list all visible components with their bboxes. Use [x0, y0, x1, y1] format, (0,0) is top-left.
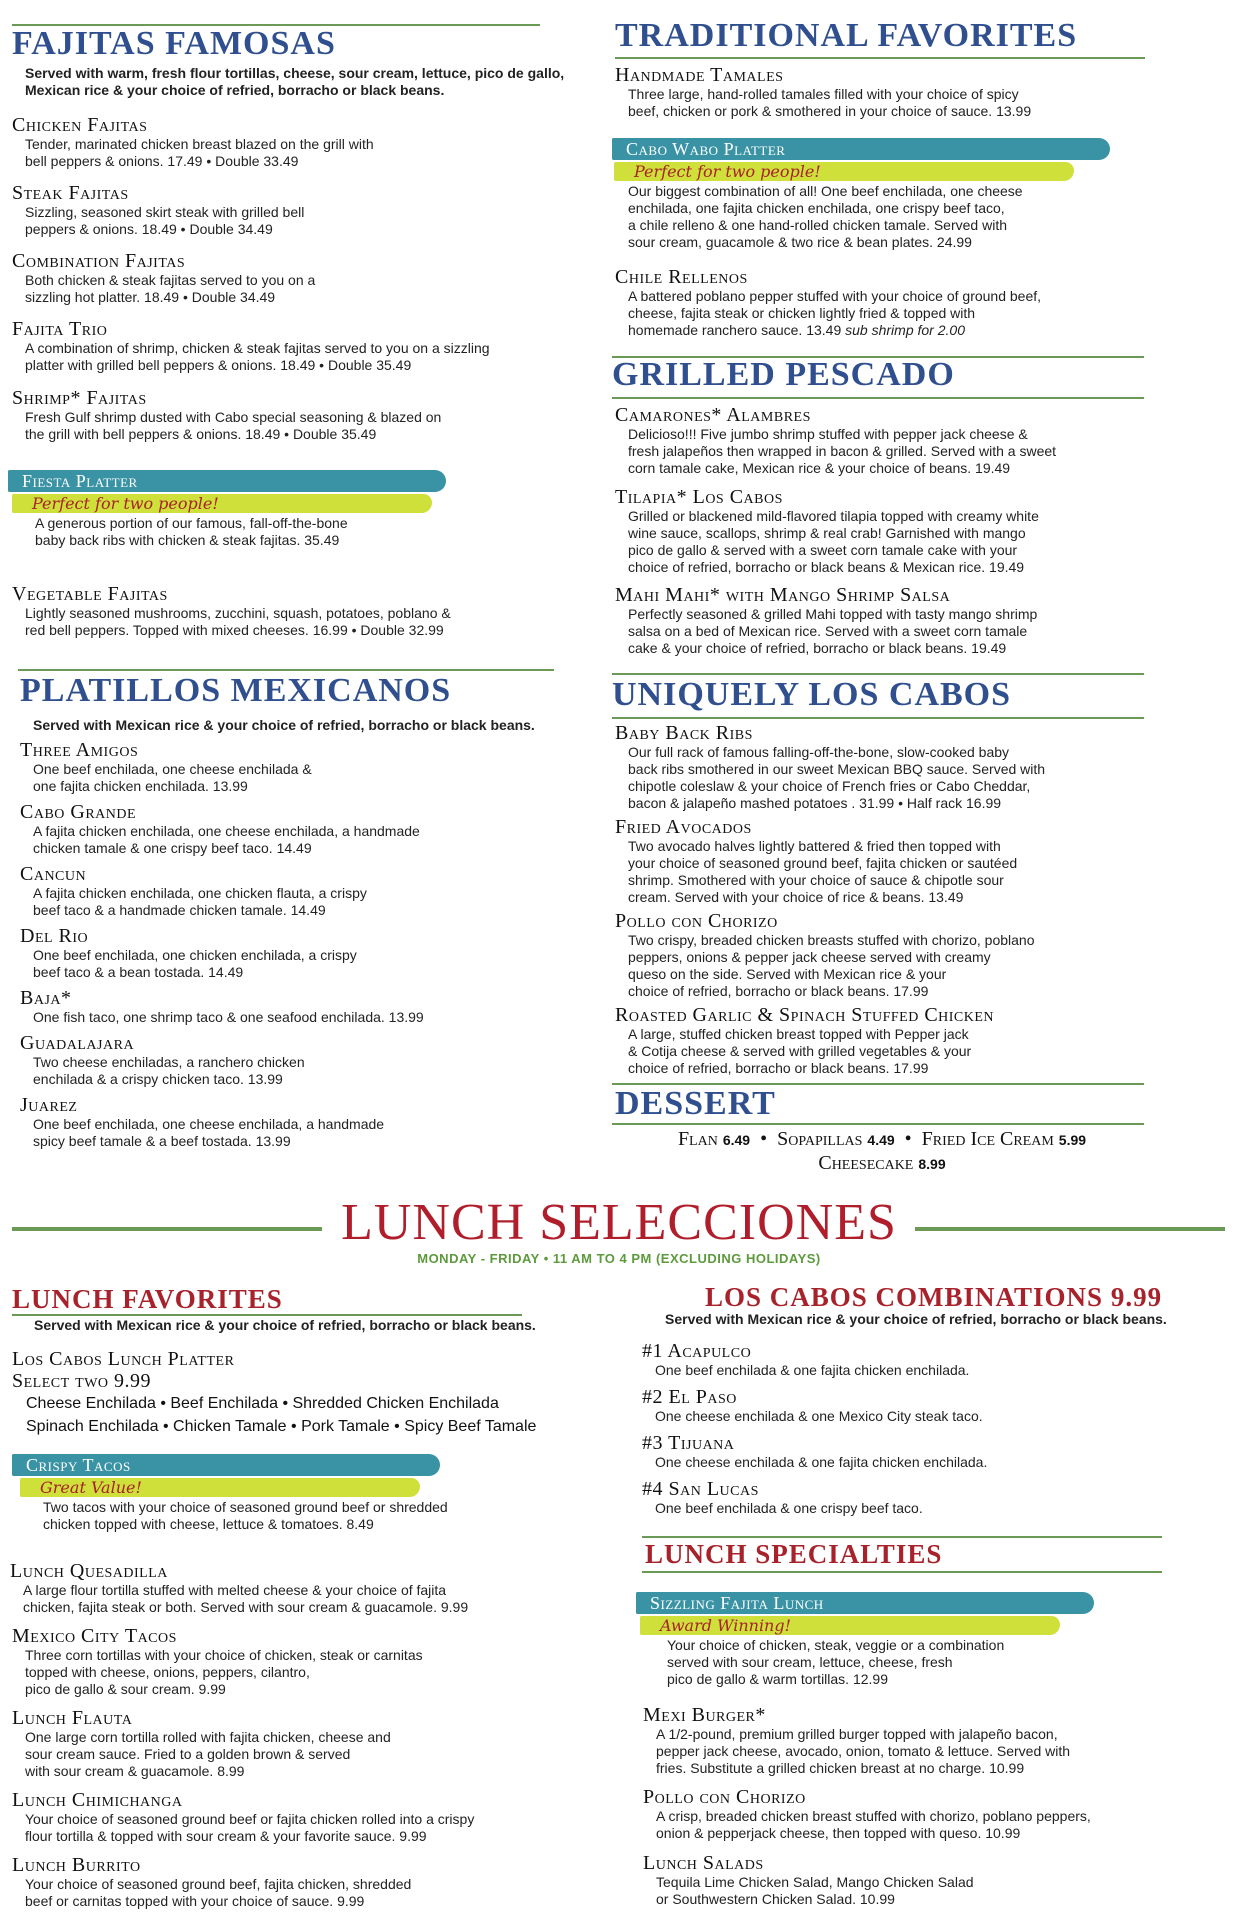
item-name: Guadalajara	[20, 1032, 135, 1054]
lunch-favorites-intro: Served with Mexican rice & your choice of refried, borracho or black beans.	[34, 1317, 536, 1333]
item-desc: Sizzling, seasoned skirt steak with grilled bell peppers & onions. 18.49 • Double 34.49	[25, 204, 305, 237]
specialties-section	[645, 1539, 1165, 1569]
fajitas-section	[12, 26, 582, 99]
item-desc: Perfectly seasoned & grilled Mahi topped with tasty mango shrimp salsa on a bed of Mexican rice. Served with a sweet corn tamale cake & your choice of refried, borracho or black beans. 19.49	[628, 606, 1038, 656]
menu-item	[20, 863, 590, 919]
combinations-section	[705, 1282, 1225, 1312]
item-desc: One large corn tortilla rolled with fajita chicken, cheese and sour cream sauce. Fried to a golden brown & served with sour cream & guacamole. 8.99	[25, 1729, 391, 1779]
traditional-title: TRADITIONAL FAVORITES	[615, 17, 1078, 54]
menu-item	[12, 318, 602, 374]
platter-options-2: Spinach Enchilada • Chicken Tamale • Pork Tamale • Spicy Beef Tamale	[26, 1418, 537, 1435]
item-desc: Two cheese enchiladas, a ranchero chicken enchilada & a crispy chicken taco. 13.99	[33, 1054, 305, 1087]
menu-item	[615, 910, 1230, 1000]
item-desc: Tequila Lime Chicken Salad, Mango Chicken Salad or Southwestern Chicken Salad. 10.99	[656, 1874, 974, 1907]
item-name: Mexico City Tacos	[12, 1625, 177, 1647]
pescado-section	[612, 357, 1212, 393]
item-desc: A 1/2-pound, premium grilled burger topped with jalapeño bacon, pepper jack cheese, avocado, onion, tomato & lettuce. Served with fries. Substitute a grilled chicken breast at no charge. 10.99	[656, 1726, 1071, 1776]
lunch-platter	[12, 1348, 622, 1438]
menu-item	[12, 250, 592, 306]
dessert-price: 5.99	[1058, 1132, 1087, 1148]
menu-item	[615, 722, 1230, 812]
item-name: Mexi Burger*	[643, 1704, 766, 1726]
item-name: Lunch Salads	[643, 1852, 764, 1874]
lunch-favorites-title: LUNCH FAVORITES	[12, 1284, 283, 1314]
dessert-items: Flan 6.49 • Sopapillas 4.49 • Fried Ice Cream 5.99 Cheesecake 8.99	[677, 1128, 1087, 1174]
item-name: #3 Tijuana	[642, 1432, 735, 1454]
item-desc: Three large, hand-rolled tamales filled with your choice of spicy beef, chicken or pork & smothered in your choice of sauce. 13.99	[628, 86, 1032, 119]
menu-item	[12, 114, 592, 170]
item-name: Mahi Mahi* with Mango Shrimp Salsa	[615, 584, 951, 606]
item-desc: Three corn tortillas with your choice of chicken, steak or carnitas topped with cheese, onions, peppers, cilantro, pico de gallo & sour cream. 9.99	[25, 1647, 423, 1697]
crispy-tacos-banner: Crispy Tacos	[12, 1454, 440, 1476]
menu-item	[12, 182, 592, 238]
menu-item	[642, 1478, 1222, 1517]
cabo-wabo-tag: Perfect for two people!	[614, 162, 1074, 181]
combinations-intro: Served with Mexican rice & your choice of refried, borracho or black beans.	[665, 1311, 1167, 1327]
menu-item	[615, 404, 1225, 477]
item-name: Chicken Fajitas	[12, 114, 148, 136]
menu-item	[642, 1432, 1222, 1471]
item-desc: A battered poblano pepper stuffed with your choice of ground beef, cheese, fajita steak or chicken lightly fried & topped with homemade ranchero sauce. 13.49	[628, 288, 1042, 338]
item-name: Pollo con Chorizo	[615, 910, 778, 932]
platter-select: Select two 9.99	[12, 1370, 152, 1392]
menu-item	[615, 486, 1225, 576]
menu-item	[20, 1032, 590, 1088]
menu-item	[12, 1789, 612, 1845]
lunch-favorites-section	[12, 1284, 592, 1314]
item-name: Del Rio	[20, 925, 89, 947]
item-desc: A large flour tortilla stuffed with melted cheese & your choice of fajita chicken, fajita steak or both. Served with sour cream & guacamole. 9.99	[23, 1582, 469, 1615]
item-desc: Both chicken & steak fajitas served to you on a sizzling hot platter. 18.49 • Double 34.49	[25, 272, 316, 305]
item-name: Tilapia* Los Cabos	[615, 486, 783, 508]
traditional-section	[615, 18, 1215, 54]
uniquely-title: UNIQUELY LOS CABOS	[612, 676, 1012, 713]
menu-item	[20, 739, 590, 795]
item-name: Fried Avocados	[615, 816, 752, 838]
item-name: Cabo Grande	[20, 801, 137, 823]
cabo-wabo-desc: Our biggest combination of all! One beef enchilada, one cheese enchilada, one fajita chicken enchilada, one crispy beef taco, a chile relleno & one hand-rolled chicken tamale. Served with sour cream, guacamole & two rice & bean plates. 24.99	[628, 183, 1023, 250]
menu-item	[615, 64, 1215, 120]
menu-item	[12, 1707, 612, 1780]
dessert-name: Sopapillas	[777, 1128, 863, 1150]
platillos-title: PLATILLOS MEXICANOS	[20, 672, 452, 709]
menu-item	[20, 1094, 590, 1150]
crispy-tacos-desc: Two tacos with your choice of seasoned ground beef or shredded chicken topped with cheese, lettuce & tomatoes. 8.49	[43, 1499, 448, 1532]
dessert-price: 6.49	[722, 1132, 751, 1148]
menu-item	[20, 925, 590, 981]
dessert-name: Flan	[677, 1128, 718, 1150]
item-name: Roasted Garlic & Spinach Stuffed Chicken	[615, 1004, 995, 1026]
item-desc: One cheese enchilada & one fajita chicken enchilada.	[655, 1454, 988, 1470]
item-desc: One beef enchilada, one chicken enchilada, a crispy beef taco & a bean tostada. 14.49	[33, 947, 357, 980]
menu-item	[12, 1854, 612, 1910]
specialties-title: LUNCH SPECIALTIES	[645, 1539, 943, 1569]
item-name: Lunch Quesadilla	[10, 1560, 168, 1582]
item-desc: Two avocado halves lightly battered & fried then topped with your choice of seasoned ground beef, fajita chicken or sautéed shrimp. Smothered with your choice of sauce & chipotle sour cream. Served with your choice of rice & beans. 13.49	[628, 838, 1018, 905]
pescado-title: GRILLED PESCADO	[612, 356, 955, 393]
menu-item	[643, 1786, 1233, 1842]
item-desc: Our full rack of famous falling-off-the-bone, slow-cooked baby back ribs smothered in our sweet Mexican BBQ sauce. Served with chipotle coleslaw & your choice of French fries or Cabo Cheddar, bacon & jalapeño mashed potatoes . 31.99 • Half rack 16.99	[628, 744, 1046, 811]
item-name: Lunch Flauta	[12, 1707, 133, 1729]
menu-item	[643, 1852, 1233, 1908]
dessert-price: 8.99	[918, 1156, 946, 1172]
dessert-name: Fried Ice Cream	[921, 1128, 1054, 1150]
menu-item	[615, 266, 1225, 339]
item-name: Lunch Burrito	[12, 1854, 141, 1876]
item-name: Combination Fajitas	[12, 250, 186, 272]
dessert-section	[615, 1086, 1215, 1122]
lunch-title: LUNCH SELECCIONES	[341, 1194, 897, 1251]
cabo-wabo-banner: Cabo Wabo Platter	[612, 138, 1110, 160]
item-desc: Your choice of seasoned ground beef, fajita chicken, shredded beef or carnitas topped with your choice of sauce. 9.99	[25, 1876, 412, 1909]
menu-item	[12, 1625, 612, 1698]
item-name: Pollo con Chorizo	[643, 1786, 806, 1808]
menu-item	[20, 987, 590, 1026]
item-name: Chile Rellenos	[615, 266, 748, 288]
item-desc: One fish taco, one shrimp taco & one seafood enchilada. 13.99	[33, 1009, 424, 1025]
menu-item	[12, 583, 602, 639]
menu-item	[10, 1560, 610, 1616]
sizzling-fajita-desc: Your choice of chicken, steak, veggie or a combination served with sour cream, lettuce, cheese, fresh pico de gallo & warm tortillas. 12.99	[667, 1637, 1005, 1687]
menu-item	[642, 1386, 1222, 1425]
platillos-intro: Served with Mexican rice & your choice of refried, borracho or black beans.	[33, 717, 535, 733]
menu-item	[615, 1004, 1230, 1077]
menu-item	[643, 1704, 1233, 1777]
item-name: Juarez	[20, 1094, 78, 1116]
item-desc: One beef enchilada & one crispy beef taco.	[655, 1500, 923, 1516]
crispy-tacos-tag: Great Value!	[20, 1478, 420, 1497]
dessert-title: DESSERT	[615, 1085, 776, 1122]
fajitas-title: FAJITAS FAMOSAS	[12, 25, 336, 62]
menu-item	[615, 584, 1225, 657]
item-name: Los Cabos Lunch Platter	[12, 1348, 235, 1370]
item-desc: Lightly seasoned mushrooms, zucchini, squash, potatoes, poblano & red bell peppers. Topped with mixed cheeses. 16.99 • Double 32.99	[25, 605, 451, 638]
item-desc: One beef enchilada & one fajita chicken enchilada.	[655, 1362, 970, 1378]
item-name: #1 Acapulco	[642, 1340, 752, 1362]
item-desc: A fajita chicken enchilada, one chicken flauta, a crispy beef taco & a handmade chicken tamale. 14.49	[33, 885, 367, 918]
menu-item	[12, 387, 592, 443]
combinations-title: LOS CABOS COMBINATIONS 9.99	[705, 1282, 1163, 1312]
item-name: #2 El Paso	[642, 1386, 737, 1408]
item-name: Three Amigos	[20, 739, 139, 761]
item-name: Handmade Tamales	[615, 64, 784, 86]
dessert-price: 4.49	[867, 1132, 895, 1148]
item-desc: Your choice of seasoned ground beef or fajita chicken rolled into a crispy flour tortilla & topped with sour cream & your favorite sauce. 9.99	[25, 1811, 475, 1844]
sub-note: sub shrimp for 2.00	[845, 322, 965, 338]
sizzling-fajita-tag: Award Winning!	[640, 1616, 1060, 1635]
item-desc: One beef enchilada, one cheese enchilada, a handmade spicy beef tamale & a beef tostada. 13.99	[33, 1116, 385, 1149]
item-desc: A combination of shrimp, chicken & steak fajitas served to you on a sizzling platter with grilled bell peppers & onions. 18.49 • Double 35.49	[25, 340, 490, 373]
sizzling-fajita-banner: Sizzling Fajita Lunch	[636, 1592, 1094, 1614]
item-name: Camarones* Alambres	[615, 404, 811, 426]
item-desc: One cheese enchilada & one Mexico City steak taco.	[655, 1408, 983, 1424]
item-name: Vegetable Fajitas	[12, 583, 168, 605]
platter-options-1: Cheese Enchilada • Beef Enchilada • Shredded Chicken Enchilada	[26, 1395, 499, 1412]
fiesta-platter-banner: Fiesta Platter	[8, 470, 446, 492]
item-name: #4 San Lucas	[642, 1478, 759, 1500]
item-name: Baby Back Ribs	[615, 722, 753, 744]
item-desc: Grilled or blackened mild-flavored tilapia topped with creamy white wine sauce, scallops, shrimp & real crab! Garnished with mango pico de gallo & served with a sweet corn tamale cake with your choice of refried, borracho or black beans & Mexican rice. 19.49	[628, 508, 1039, 575]
lunch-subtitle: MONDAY - FRIDAY • 11 AM TO 4 PM (EXCLUDING HOLIDAYS)	[417, 1251, 821, 1266]
menu-item	[615, 816, 1230, 906]
menu-item	[20, 801, 590, 857]
uniquely-section	[612, 677, 1212, 713]
platillos-section	[20, 673, 600, 734]
menu-item	[642, 1340, 1222, 1379]
item-name: Lunch Chimichanga	[12, 1789, 183, 1811]
fajitas-intro: Served with warm, fresh flour tortillas, cheese, sour cream, lettuce, pico de gallo, Mexican rice & your choice of refried, borracho or black beans.	[25, 65, 565, 98]
item-desc: Delicioso!!! Five jumbo shrimp stuffed with pepper jack cheese & fresh jalapeños then wrapped in bacon & grilled. Served with a sweet corn tamale cake, Mexican rice & your choice of beans. 19.49	[628, 426, 1057, 476]
item-name: Fajita Trio	[12, 318, 108, 340]
item-desc: Tender, marinated chicken breast blazed on the grill with bell peppers & onions. 17.49 • Double 33.49	[25, 136, 374, 169]
fiesta-platter-desc: A generous portion of our famous, fall-off-the-bone baby back ribs with chicken & steak fajitas. 35.49	[35, 515, 348, 548]
item-desc: Two crispy, breaded chicken breasts stuffed with chorizo, poblano peppers, onions & pepper jack cheese served with creamy queso on the side. Served with Mexican rice & your choice of refried, borracho or black beans. 17.99	[628, 932, 1035, 999]
dessert-name: Cheesecake	[818, 1152, 914, 1174]
item-name: Baja*	[20, 987, 72, 1009]
item-desc: A fajita chicken enchilada, one cheese enchilada, a handmade chicken tamale & one crispy beef taco. 14.49	[33, 823, 420, 856]
item-desc: A large, stuffed chicken breast topped with Pepper jack & Cotija cheese & served with grilled vegetables & your choice of refried, borracho or black beans. 17.99	[628, 1026, 972, 1076]
item-desc: Fresh Gulf shrimp dusted with Cabo special seasoning & blazed on the grill with bell peppers & onions. 18.49 • Double 35.49	[25, 409, 442, 442]
item-name: Shrimp* Fajitas	[12, 387, 147, 409]
item-name: Cancun	[20, 863, 87, 885]
item-desc: A crisp, breaded chicken breast stuffed with chorizo, poblano peppers, onion & pepperjack cheese, then topped with queso. 10.99	[656, 1808, 1091, 1841]
fiesta-platter-tag: Perfect for two people!	[12, 494, 432, 513]
item-desc: One beef enchilada, one cheese enchilada & one fajita chicken enchilada. 13.99	[33, 761, 312, 794]
item-name: Steak Fajitas	[12, 182, 129, 204]
